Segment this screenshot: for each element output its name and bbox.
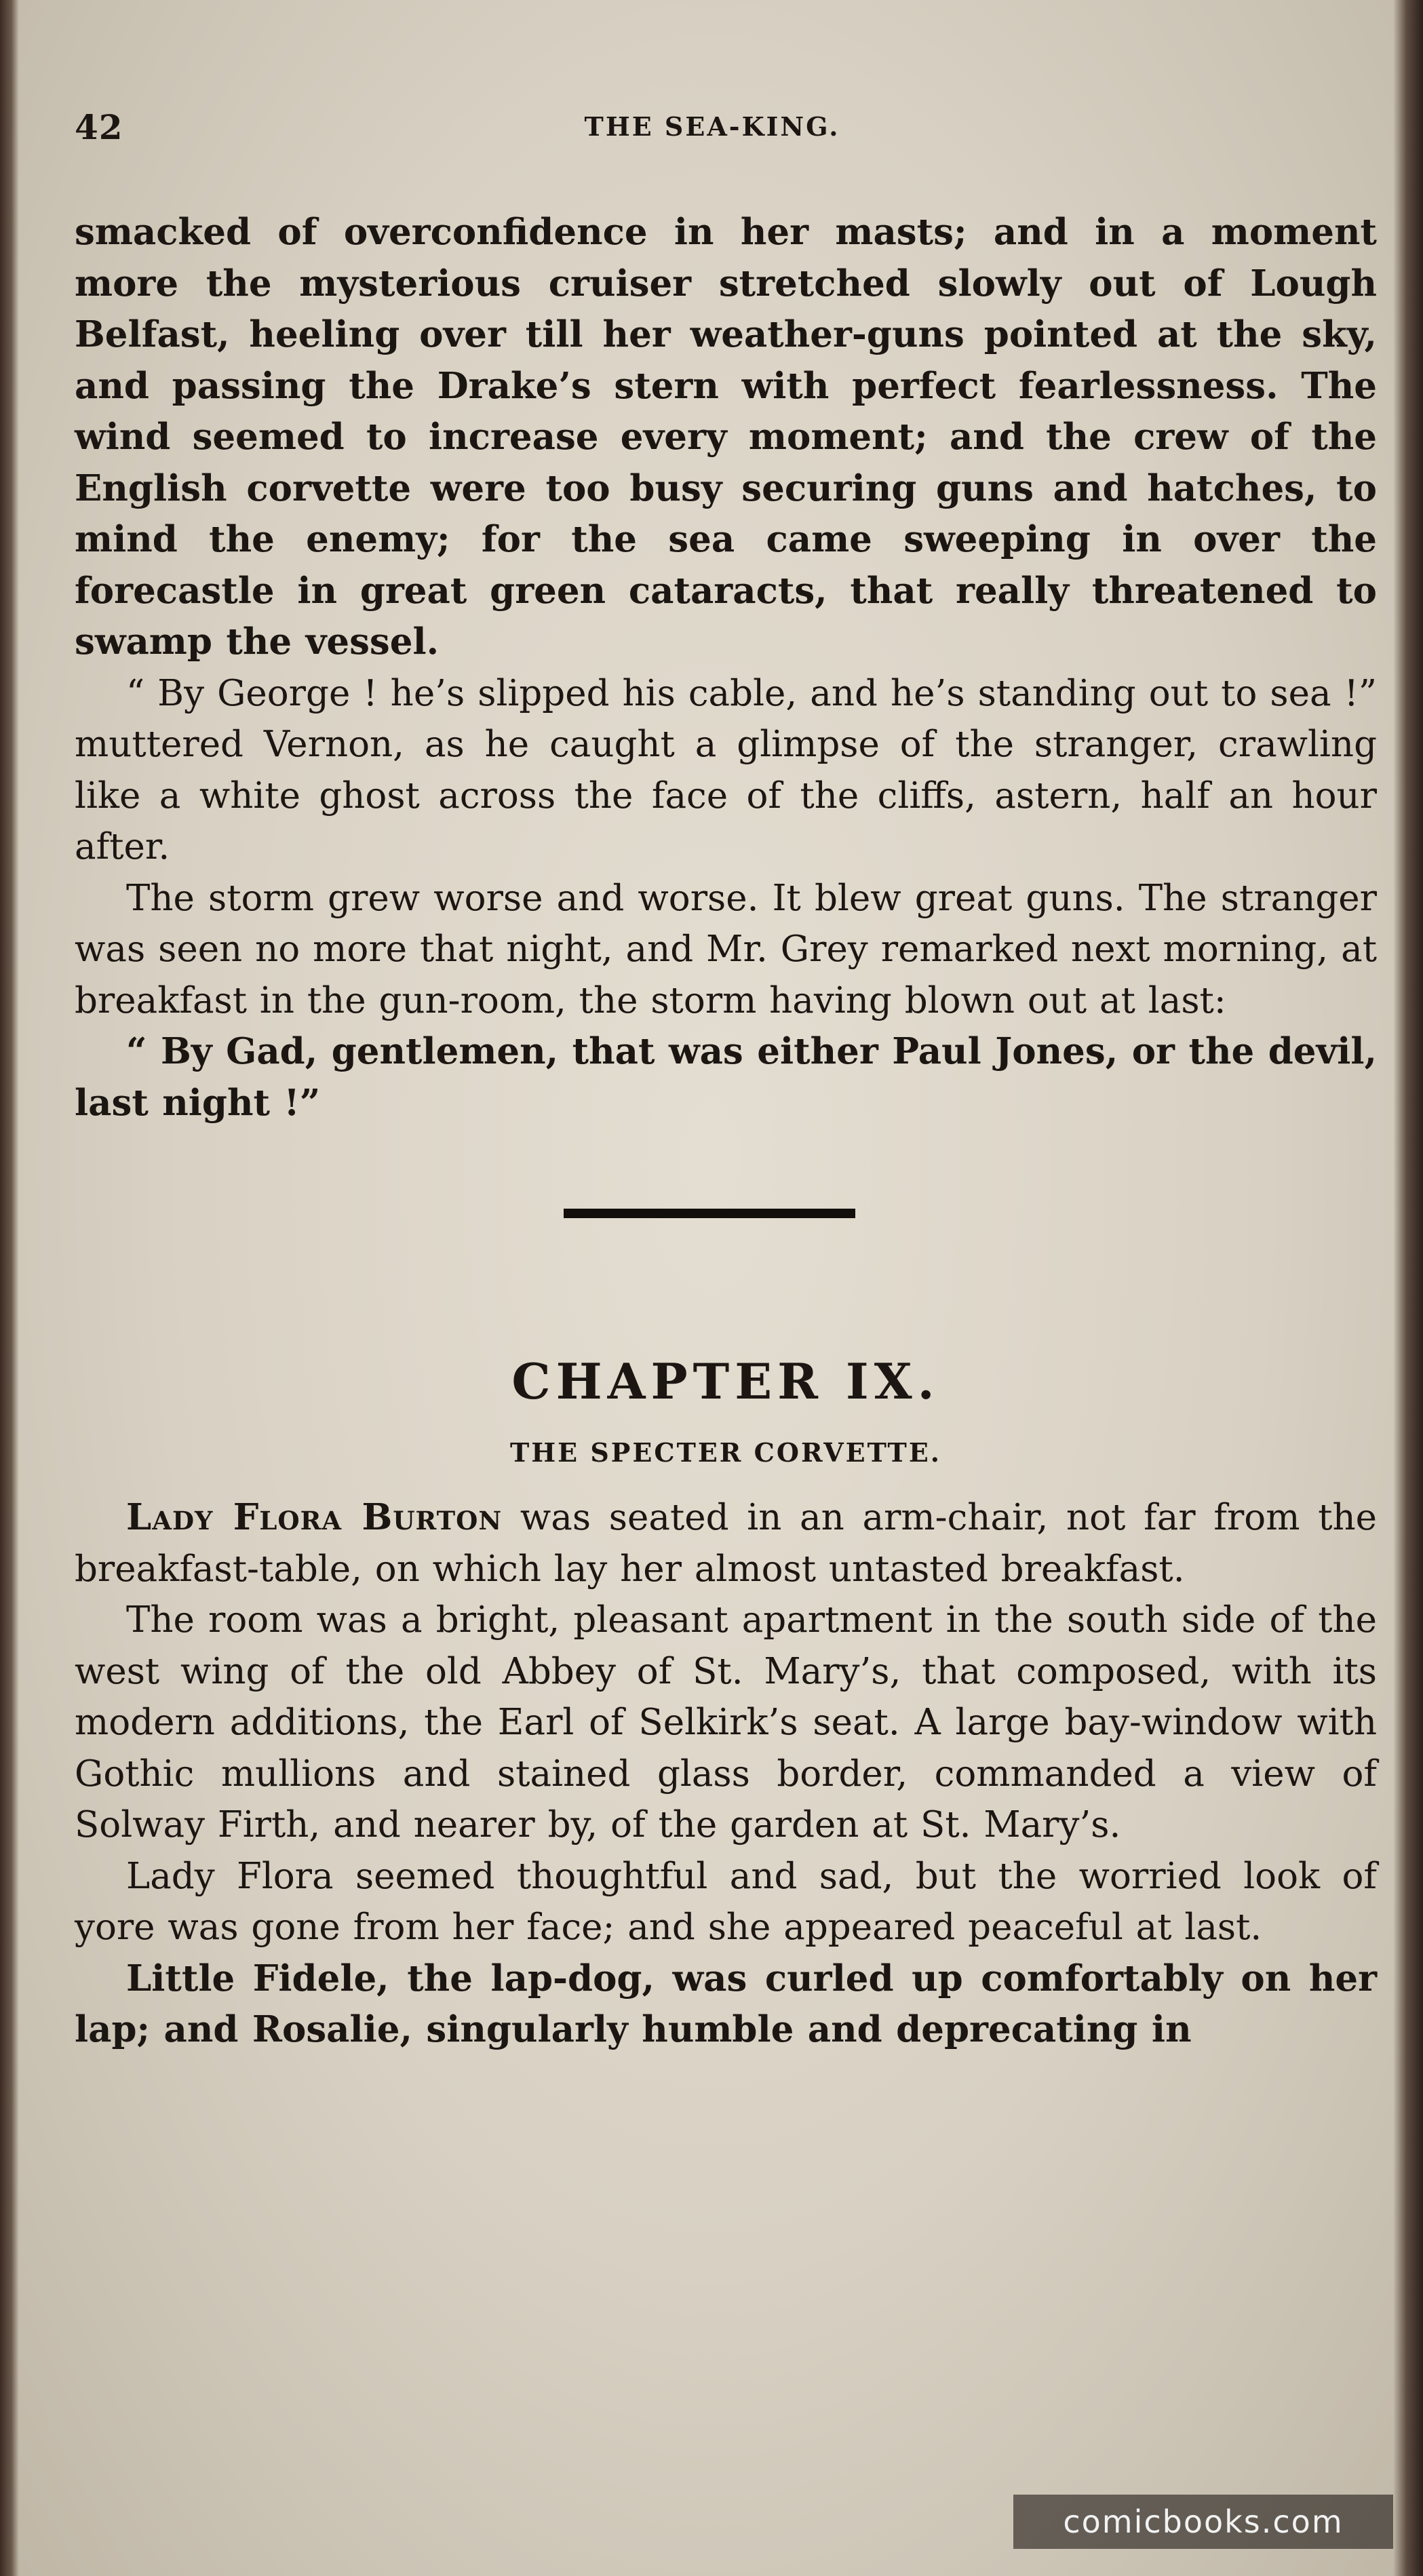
paragraph-storm: The storm grew worse and worse. It blew great guns. The stranger was seen no more that night, and Mr. Grey remarked next morning, at breakfast in the gun-room, the storm having blown out at last: — [75, 877, 1377, 1021]
running-head: THE SEA-KING. — [584, 111, 840, 142]
section-divider — [564, 1209, 855, 1218]
page-edge-right — [1393, 0, 1423, 2576]
chapter-lead-words: Lady Flora Burton — [126, 1496, 503, 1538]
chapter-opening-rest: was seated in an arm-chair, not far from the breakfast-table, on which lay her almost untasted breakfast. — [75, 1497, 1377, 1590]
watermark-logo: comicbooks.com — [1013, 2495, 1393, 2549]
page-edge-left — [0, 0, 19, 2576]
page-number: 42 — [75, 107, 123, 147]
paragraph-paul-jones: “ By Gad, gentlemen, that was either Paul Jones, or the devil, last night !” — [75, 1030, 1377, 1124]
paragraph-chapter-opening — [75, 1492, 1377, 1595]
paragraph-fidele: Little Fidele, the lap-dog, was curled up comfortably on her lap; and Rosalie, singularly humble and deprecating in — [75, 1957, 1377, 2050]
chapter-title: CHAPTER IX. — [511, 1352, 940, 1410]
page-body — [75, 207, 1377, 2056]
paragraph-room: The room was a bright, pleasant apartment in the south side of the west wing of the old Abbey of St. Mary’s, that composed, with its modern additions, the Earl of Selkirk’s seat. A large bay-window with Gothic mullions and stained glass border, commanded a view of Solway Firth, and nearer by, of the garden at St. Mary’s. — [75, 1599, 1377, 1846]
paragraph-lady-flora: Lady Flora seemed thoughtful and sad, but the worried look of yore was gone from her face; and she appeared peaceful at last. — [75, 1855, 1377, 1948]
chapter-subtitle: THE SPECTER CORVETTE. — [509, 1437, 942, 1468]
paragraph-vernon: “ By George ! he’s slipped his cable, and he’s standing out to sea !” muttered Vernon, as he caught a glimpse of the stranger, crawling like a white ghost across the face of the cliffs, astern, half an hour after. — [75, 672, 1377, 867]
paragraph-continuation: smacked of overconfidence in her masts; and in a moment more the mysterious cruiser stretched slowly out of Lough Belfast, heeling over till her weather-guns pointed at the sky, and passing the Drake’s stern with perfect fearlessness. The wind seemed to increase every moment; and the crew of the English corvette were too busy securing guns and hatches, to mind the enemy; for the sea came sweeping in over the forecastle in great green cataracts, that really threatened to swamp the vessel. — [75, 211, 1377, 663]
page-header — [75, 107, 1363, 148]
